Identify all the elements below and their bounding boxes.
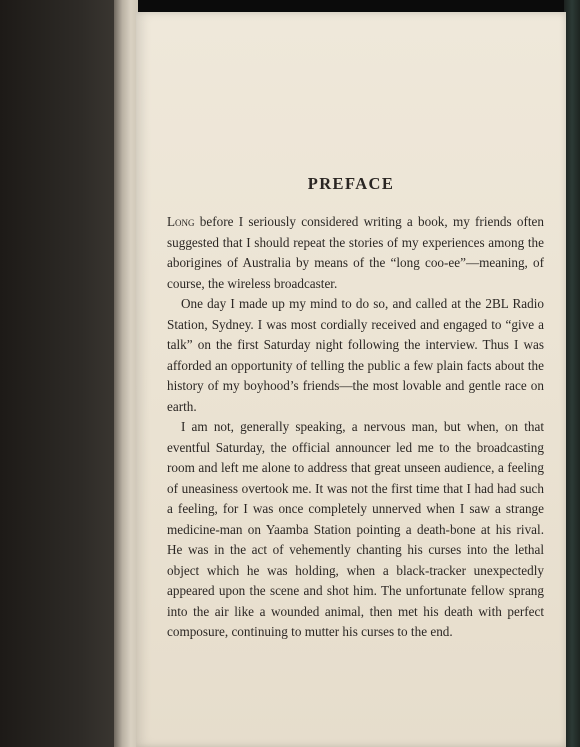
paragraph-1 xyxy=(167,212,544,294)
book-page xyxy=(136,12,566,747)
paragraph-2: One day I made up my mind to do so, and called at the 2BL Radio Station, Sydney. I was most cordially received and engaged to “give a talk” on the first Saturday night following the interview. Thus I was afforded an opportunity of telling the public a few plain facts about the history of my boyhood’s friends—the most lovable and gentle race on earth. xyxy=(167,296,544,414)
paragraph-1-lead: Long xyxy=(167,214,195,229)
preface-body xyxy=(167,212,544,643)
book-spine xyxy=(0,0,116,747)
paragraph-3: I am not, generally speaking, a nervous man, but when, on that eventful Saturday, the official announcer led me to the broadcasting room and left me alone to address that great unseen audience, a feeling of uneasiness overtook me. It was not the first time that I had had such a feeling, for I was once completely unnerved when I saw a strange medicine-man on Yaamba Station pointing a death-bone at his rival. He was in the act of vehemently chanting his curses into the lethal object which he was holding, when a black-tracker unexpectedly appeared upon the scene and shot him. The unfortunate fellow sprang into the air like a wounded animal, then met his death with perfect composure, continuing to mutter his curses to the end. xyxy=(167,419,544,639)
page-title: PREFACE xyxy=(307,174,395,193)
book-cover-edge xyxy=(564,0,580,747)
paragraph-1-text: before I seriously considered writing a book, my friends often suggested that I should repeat the stories of my experiences among the aborigines of Australia by means of the “long coo-ee”—meaning, of course, the wireless broadcaster. xyxy=(167,214,544,291)
left-page-edge xyxy=(114,0,138,747)
